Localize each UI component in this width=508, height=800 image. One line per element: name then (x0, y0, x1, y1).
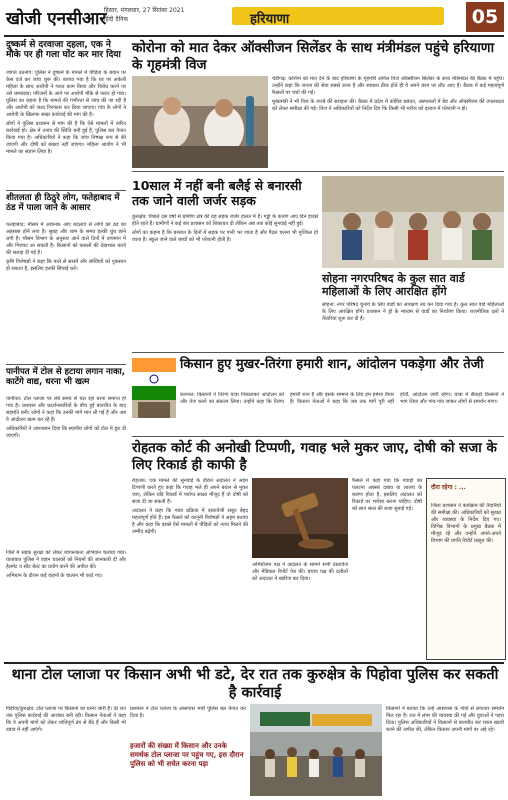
newspaper-brand: खोजी एनसीआर (6, 9, 107, 29)
col1-top-headline: दुष्कर्म से दरवाजा दहला, एक ने मौके पर ही गला घोंट कर मार दिया (6, 40, 121, 61)
col1-top-body-text: जागते उठनांग: पुलिस ने दुष्कर्म के मामले में पीड़िता के बयान पर केस दर्ज कर जांच शुरू की। बताया गया है कि घर पर अकेली महिला के साथ आरोपी ने गलत काम किया और विरोध करने पर उसे धमकाया। परिजनों के आने पर आरोपी मौके से फरार हो गया। पुलिस का कहना है कि मामले की गंभीरता से जांच की जा रही है और आरोपी को जल्द गिरफ्तार कर लिया जाएगा। गांव के लोगों ने आरोपी के खिलाफ सख्त कार्रवाई की मांग की है। (6, 70, 126, 118)
col1-top-body-filler: लोगों ने पुलिस प्रशासन से मांग की है कि ऐसे मामलों में त्वरित कार्रवाई हो। क्षेत्र में तनाव की स्थिति बनी हुई है, पुलिस बल तैनात किया गया है। अधिकारियों ने कहा कि जांच निष्पक्ष रूप से की जाएगी और दोषी को बख्शा नहीं जाएगा। महिला आयोग ने भी मामले का संज्ञान लिया है। (6, 121, 126, 155)
bottom-rule (4, 662, 504, 664)
lead-photo-image (132, 76, 268, 168)
bridge-body: कुरुक्षेत्र: पिछले दस वर्षों से ग्रामीण क्षेत्र की यह सड़क जर्जर हालत में है। गड्ढों के कारण आए दिन हादसे होते रहते हैं। ग्रामीणों ने कई बार प्रशासन को शिकायत दी लेकिन अब तक कोई सुनवाई नहीं हुई। लोगों का कहना है कि बरसात के दिनों में सड़क पर पानी भर जाता है और पैदल चलना भी मुश्किल हो जाता है। स्कूल जाने वाले बच्चों को भी परेशानी होती है। (132, 214, 318, 243)
gavel-photo-image (252, 478, 348, 558)
bottom-headline: थाना टोल प्लाजा पर किसान अभी भी डटे, देर रात तक कुरुक्षेत्र के पिहोवा पुलिस कर सकती है कार्रवाई (11, 667, 499, 701)
bottom-body-right: किसानों ने बताया कि उन्हें आसपास के गांवों से लगातार समर्थन मिल रहा है। रात में लंगर की व्यवस्था की गई और युवाओं ने पहरा दिया। पुलिस अधिकारियों ने किसानों से बातचीत कर रास्ता खाली करने की अपील की, लेकिन किसान अपनी मांगों पर अड़े रहे। (386, 706, 504, 733)
court-sidebar-body: जिला प्रशासन ने कार्यक्रम की तैयारियों की समीक्षा की। अधिकारियों को सुरक्षा और व्यवस्था के निर्देश दिए गए। विभिन्न विभागों के प्रमुख बैठक में मौजूद रहे और उन्होंने अपने-अपने विभाग की प्रगति रिपोर्ट प्रस्तुत की। (431, 503, 501, 544)
masthead-rule (4, 35, 504, 37)
court-sidebar-headline: दौरा रहेगा : ... (431, 484, 466, 491)
court-photo (252, 478, 348, 558)
farmers-body: करनाल: किसानों ने तिरंगा यात्रा निकालकर आंदोलन को और तेज करने का संकल्प लिया। उन्होंने कहा कि तिरंगा हमारी शान है और इसके सम्मान के लिए हम हमेशा तैयार हैं। किसान नेताओं ने कहा कि जब तक मांगें पूरी नहीं होतीं, आंदोलन जारी रहेगा। यात्रा में सैकड़ों किसानों ने भाग लिया और गांव-गांव जाकर लोगों से समर्थन मांगा। (180, 392, 504, 405)
col1-top-body (6, 70, 126, 188)
toll-plaza-photo-image (250, 704, 382, 796)
lead-photo (132, 76, 268, 168)
bottom-pullquote: हजारों की संख्या में किसान और उनके समर्थक टोल प्लाजा पर पहुंच गए, इस दौरान पुलिस को भी सचेत करना पड़ा (130, 742, 244, 768)
edition-date: हिसार, मंगलवार, 27 सितंबर 2021 (104, 7, 185, 14)
farmers-photo-image (132, 358, 176, 418)
lead-divider (132, 171, 504, 172)
farmers-photo (132, 358, 176, 418)
bridge-headline: 10साल में नहीं बनी बलैई से बनारसी तक जाने वाली जर्जर सड़क (132, 178, 302, 208)
farmers-headline: किसान हुए मुखर-तिरंगा हमारी शान, आंदोलन पकड़ेगा और तेजी (180, 357, 484, 372)
court-body-mid: अभियोजन पक्ष ने अदालत के सामने सभी दस्तावेज और मेडिकल रिपोर्ट पेश की। बचाव पक्ष की दलीलों को अदालत ने खारिज कर दिया। (252, 562, 348, 582)
bottom-photo (250, 704, 382, 796)
col1-second-headline: शीतलता ही ठिठुरे लोग, फतेहाबाद में ठंड में पाला जाने के आसार (6, 193, 120, 213)
court-headline: रोहतक कोर्ट की अनोखी टिप्पणी, गवाह भले मुकर जाए, दोषी को सजा के लिए रिकार्ड ही काफी है (132, 440, 497, 473)
court-body-right: फैसले में कहा गया कि गवाहों का पलटना अक्सर दबाव या लालच के कारण होता है, इसलिए अदालत को रिकार्ड पर भरोसा करना चाहिए। दोषी को सात साल की सजा सुनाई गई। (352, 478, 422, 512)
camp-headline: सोहना नगरपरिषद के कुल सात वार्ड महिलाओं के लिए आरक्षित होंगे (322, 272, 465, 298)
masthead (0, 0, 508, 34)
page-number: 05 (466, 2, 504, 32)
col1-second-body: फतेहाबाद: मौसम में अचानक आए बदलाव से लोगों को ठंड का अहसास होने लगा है। सुबह और शाम के समय हल्की धुंध छाने लगी है। मौसम विभाग के अनुसार आने वाले दिनों में तापमान में और गिरावट आ सकती है। किसानों को फसलों की देखभाल करने की सलाह दी गई है। कृषि विशेषज्ञों ने कहा कि पाले से सरसों और सब्जियों को नुकसान हो सकता है, इसलिए हल्की सिंचाई करें। (6, 222, 126, 272)
court-sidebar (426, 478, 506, 660)
section-banner (232, 7, 444, 25)
mid-divider (132, 352, 504, 353)
col1-divider-1 (6, 190, 126, 191)
col1-divider-2 (6, 364, 126, 365)
camp-photo-image (322, 176, 504, 268)
lead-headline: कोरोना को मात देकर ऑक्सीजन सिलेंडर के साथ मंत्रीमंडल पहुंचे हरियाणा के गृहमंत्री विज (132, 40, 495, 73)
edition-type: हिंदी दैनिक (104, 16, 129, 23)
edition-meta (104, 6, 184, 24)
camp-photo (322, 176, 504, 268)
bottom-body-mid: प्रशासन ने टोल प्लाजा के आसपास भारी पुलिस बल तैनात कर दिया है। (130, 706, 246, 719)
lead-body: चंडीगढ़: कोरोना को मात देने के बाद हरियाणा के गृहमंत्री अनिल विज ऑक्सीजन सिलेंडर के साथ मंत्रिमंडल की बैठक में पहुंचे। उन्होंने कहा कि जनता की सेवा सबसे ऊपर है और स्वास्थ्य ठीक होते ही वे अपने काम पर लौट आए हैं। बैठक में कई महत्वपूर्ण फैसलों पर चर्चा की गई। मुख्यमंत्री ने भी विज के जज्बे की सराहना की। बैठक में प्रदेश में कोविड प्रबंधन, अस्पतालों में बेड और ऑक्सीजन की उपलब्धता को लेकर समीक्षा की गई। विज ने अधिकारियों को निर्देश दिए कि किसी भी मरीज को इलाज में परेशानी न हो। (272, 76, 504, 112)
camp-body: सोहना: नगर परिषद चुनाव के लिए वार्डों का आरक्षण तय कर दिया गया है। कुल सात वार्ड महिलाओं के लिए आरक्षित होंगे। प्रशासन ने ड्रॉ के माध्यम से वार्डों का निर्धारण किया। राजनीतिक दलों ने तैयारियां शुरू कर दी हैं। (322, 302, 504, 322)
section-title: हरियाणा (250, 12, 290, 27)
court-body-left: रोहतक: एक मामले की सुनवाई के दौरान अदालत ने अहम टिप्पणी करते हुए कहा कि गवाह भले ही अपने बयान से मुकर जाए, लेकिन यदि रिकार्ड में पर्याप्त साक्ष्य मौजूद हैं तो दोषी को सजा दी जा सकती है। अदालत ने कहा कि न्याय प्रक्रिया में दस्तावेजी सबूत बेहद महत्वपूर्ण होते हैं। इस फैसले को कानूनी विशेषज्ञों ने अहम बताया है और कहा कि इससे ऐसे मामलों में पीड़ितों को न्याय मिलने की उम्मीद बढ़ेगी। (132, 478, 248, 535)
col1-fourth-body: जिले में सड़क सुरक्षा को लेकर जागरूकता अभियान चलाया गया। यातायात पुलिस ने वाहन चालकों को नियमों की जानकारी दी और हेलमेट व सीट बेल्ट का प्रयोग करने की अपील की। अभियान के दौरान कई वाहनों के चालान भी काटे गए। (6, 550, 126, 579)
bottom-body-left: पिहोवा/कुरुक्षेत्र: टोल प्लाजा पर किसानों का धरना जारी है। देर रात तक पुलिस कार्रवाई की आशंका बनी रही। किसान नेताओं ने कहा कि वे अपनी मांगों को लेकर शांतिपूर्ण ढंग से बैठे हैं और किसी भी दबाव में नहीं आएंगे। (6, 706, 126, 733)
col1-third-body: पानीपत: टोल प्लाजा पर लंबे समय से चल रहा धरना समाप्त हो गया है। प्रशासन और प्रदर्शनकारियों के बीच हुई बातचीत के बाद सहमति बनी। लोगों ने कहा कि उनकी मांगें मान ली गई हैं और अब वे आंदोलन खत्म कर रहे हैं। अधिकारियों ने आश्वासन दिया कि स्थानीय लोगों को टोल में छूट दी जाएगी। (6, 396, 126, 439)
col1-third-headline: पानीपत में टोल से हटाया लगान नाका, काटेंगे वाद्य, धरना भी खत्म (6, 367, 125, 387)
court-divider (132, 436, 504, 437)
